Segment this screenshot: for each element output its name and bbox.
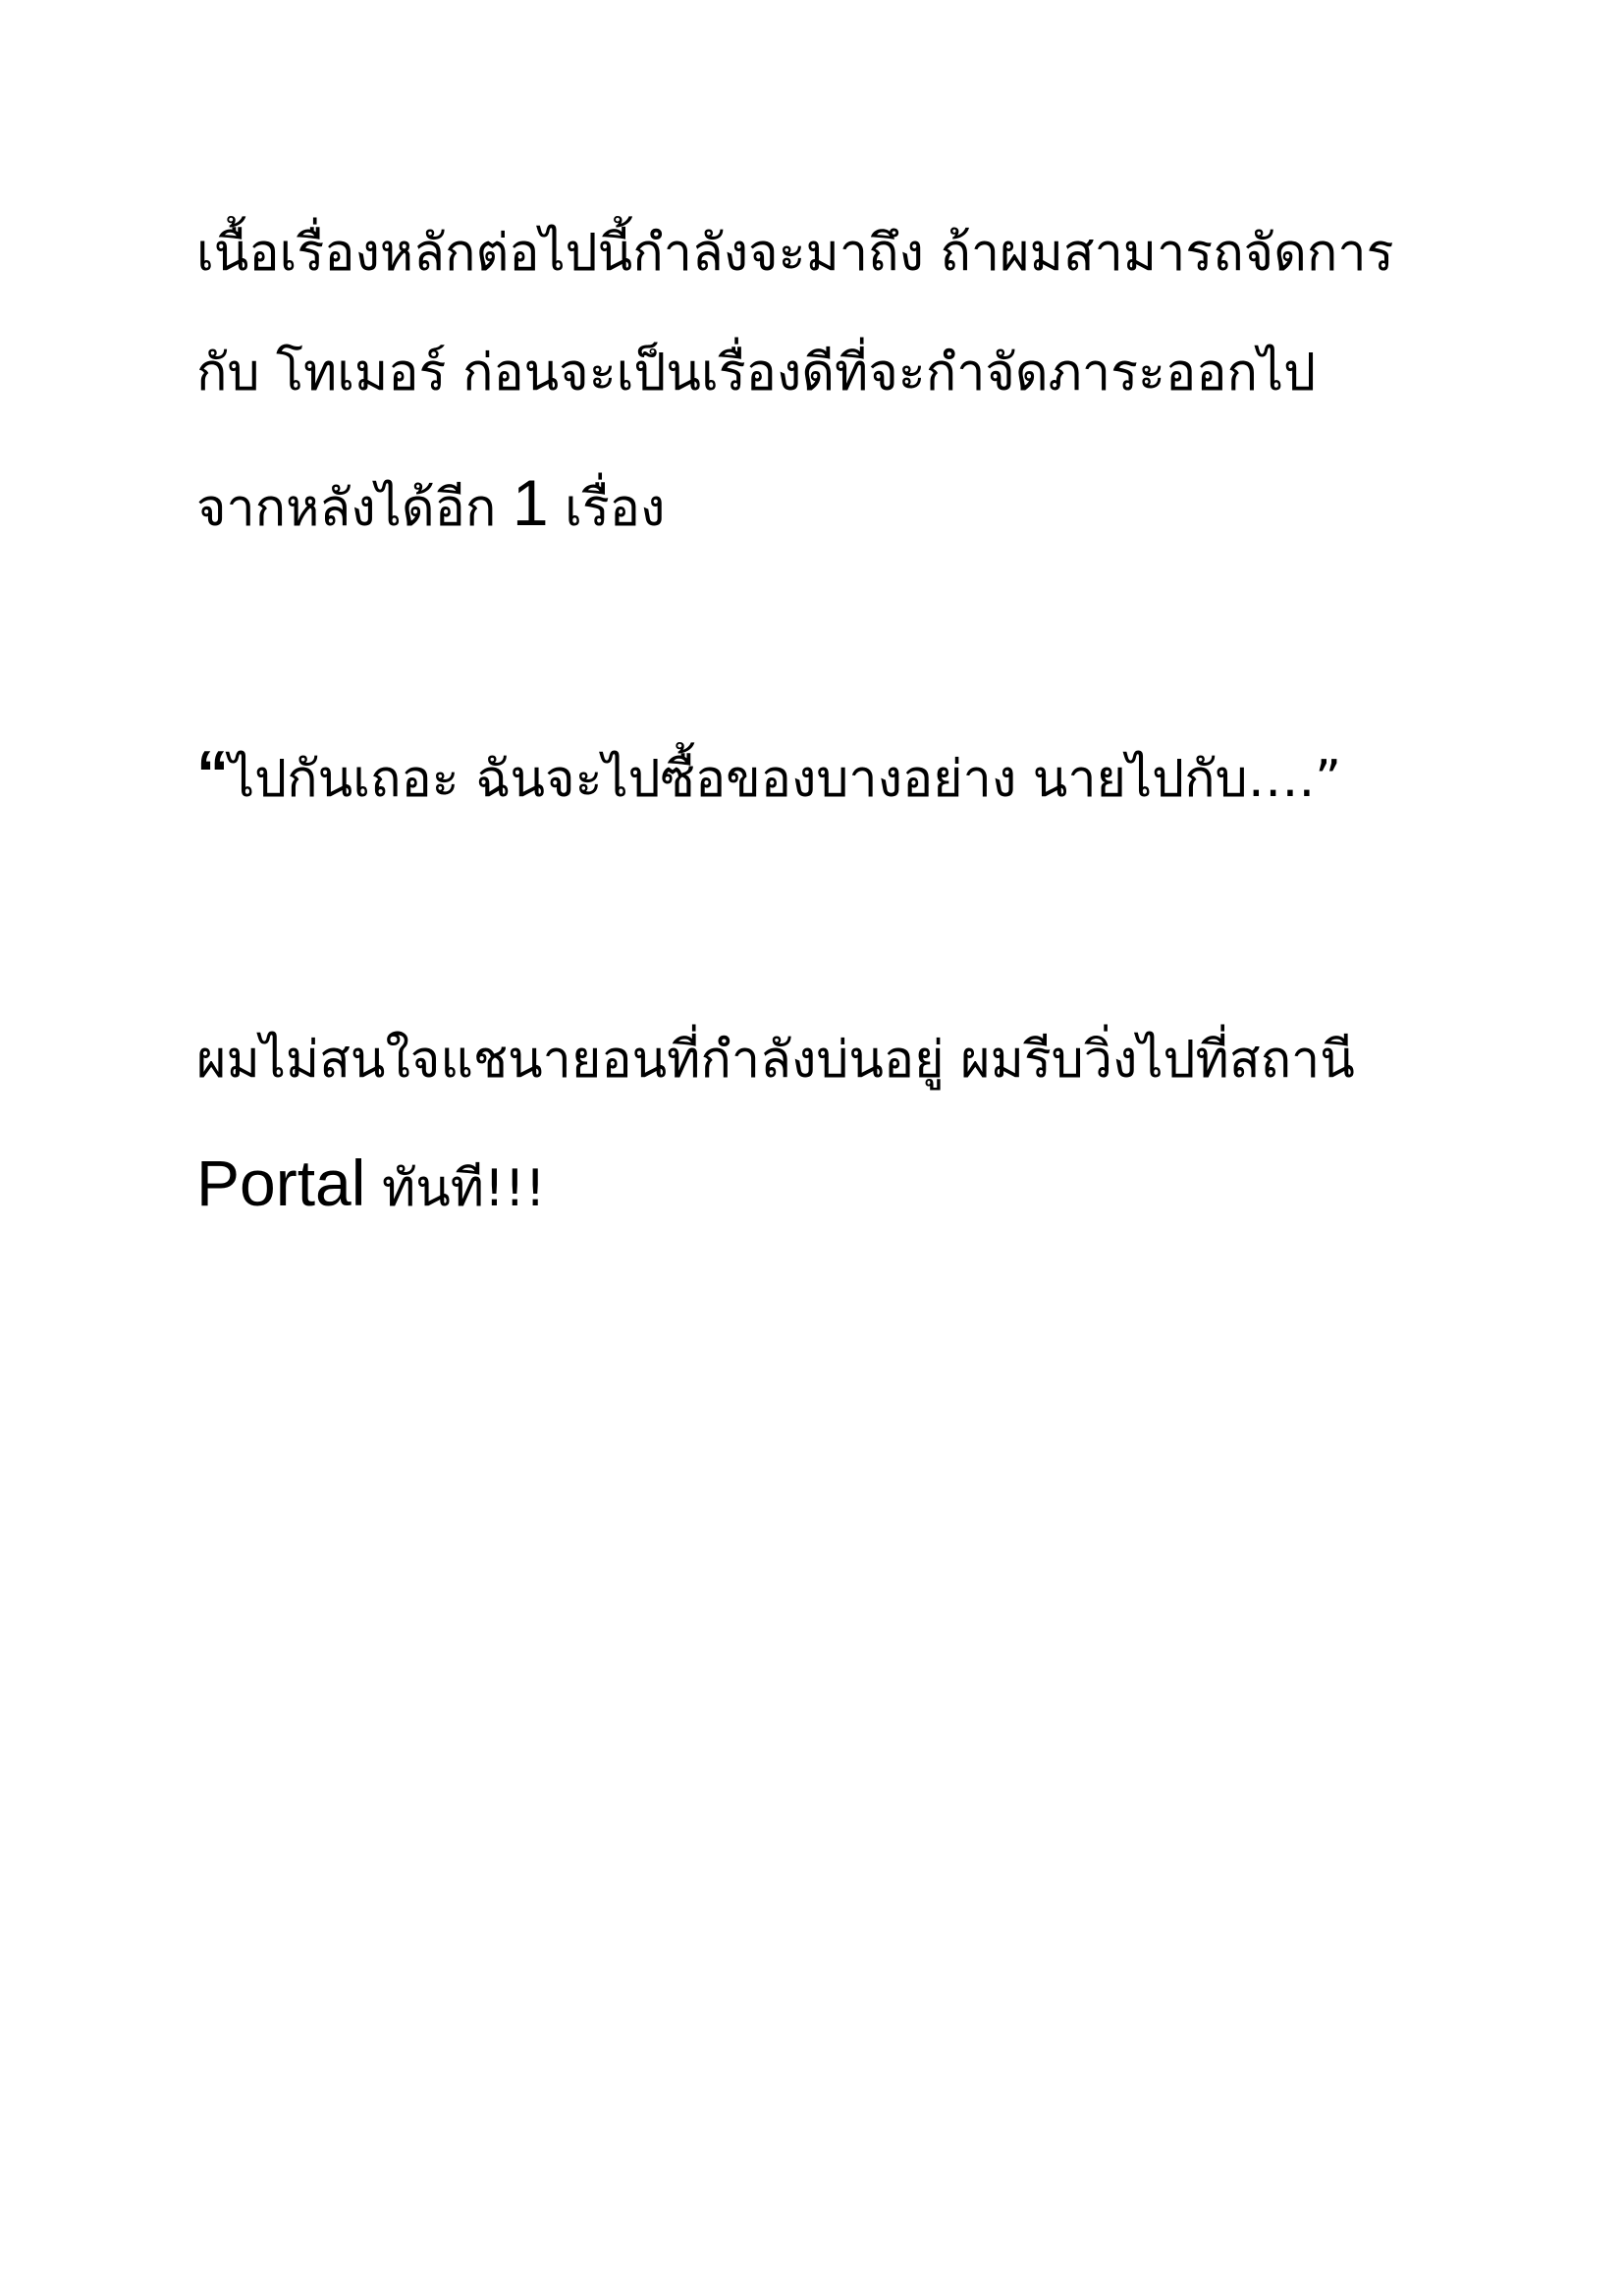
paragraph-1-line-2-text: กับ โทเมอร์ ก่อนจะเป็นเรื่องดีที่จะกำจัดภาระออกไป bbox=[196, 344, 1317, 402]
paragraph-1-line-1-text: เนื้อเรื่องหลักต่อไปนี้กำลังจะมาถึง ถ้าผมสามารถจัดการ bbox=[196, 224, 1394, 283]
portal-word: Portal bbox=[196, 1147, 366, 1219]
paragraph-1-line-3-suffix: เรื่อง bbox=[548, 479, 666, 538]
paragraph-1-line-2 bbox=[196, 334, 1316, 412]
paragraph-3-line-1-text: ผมไม่สนใจแชนายอนที่กำลังบ่นอยู่ ผมรีบวิ่งไปที่สถานี bbox=[196, 1031, 1355, 1090]
dialogue-text: ไปกันเถอะ ฉันจะไปซื้อของบางอย่าง นายไปกับ….” bbox=[229, 750, 1342, 809]
paragraph-3-line-2 bbox=[196, 1144, 546, 1228]
paragraph-3-line-1 bbox=[196, 1021, 1355, 1099]
dialogue-line bbox=[196, 734, 1341, 819]
paragraph-3-line-2-suffix: ทันที!!! bbox=[365, 1159, 546, 1218]
paragraph-1-line-3 bbox=[196, 463, 665, 548]
dialogue-open-quote: “ bbox=[196, 737, 229, 810]
paragraph-1-line-1 bbox=[196, 214, 1394, 293]
paragraph-1-line-3-prefix: จากหลังได้อีก bbox=[196, 479, 513, 538]
paragraph-1-line-3-number: 1 bbox=[512, 466, 549, 539]
